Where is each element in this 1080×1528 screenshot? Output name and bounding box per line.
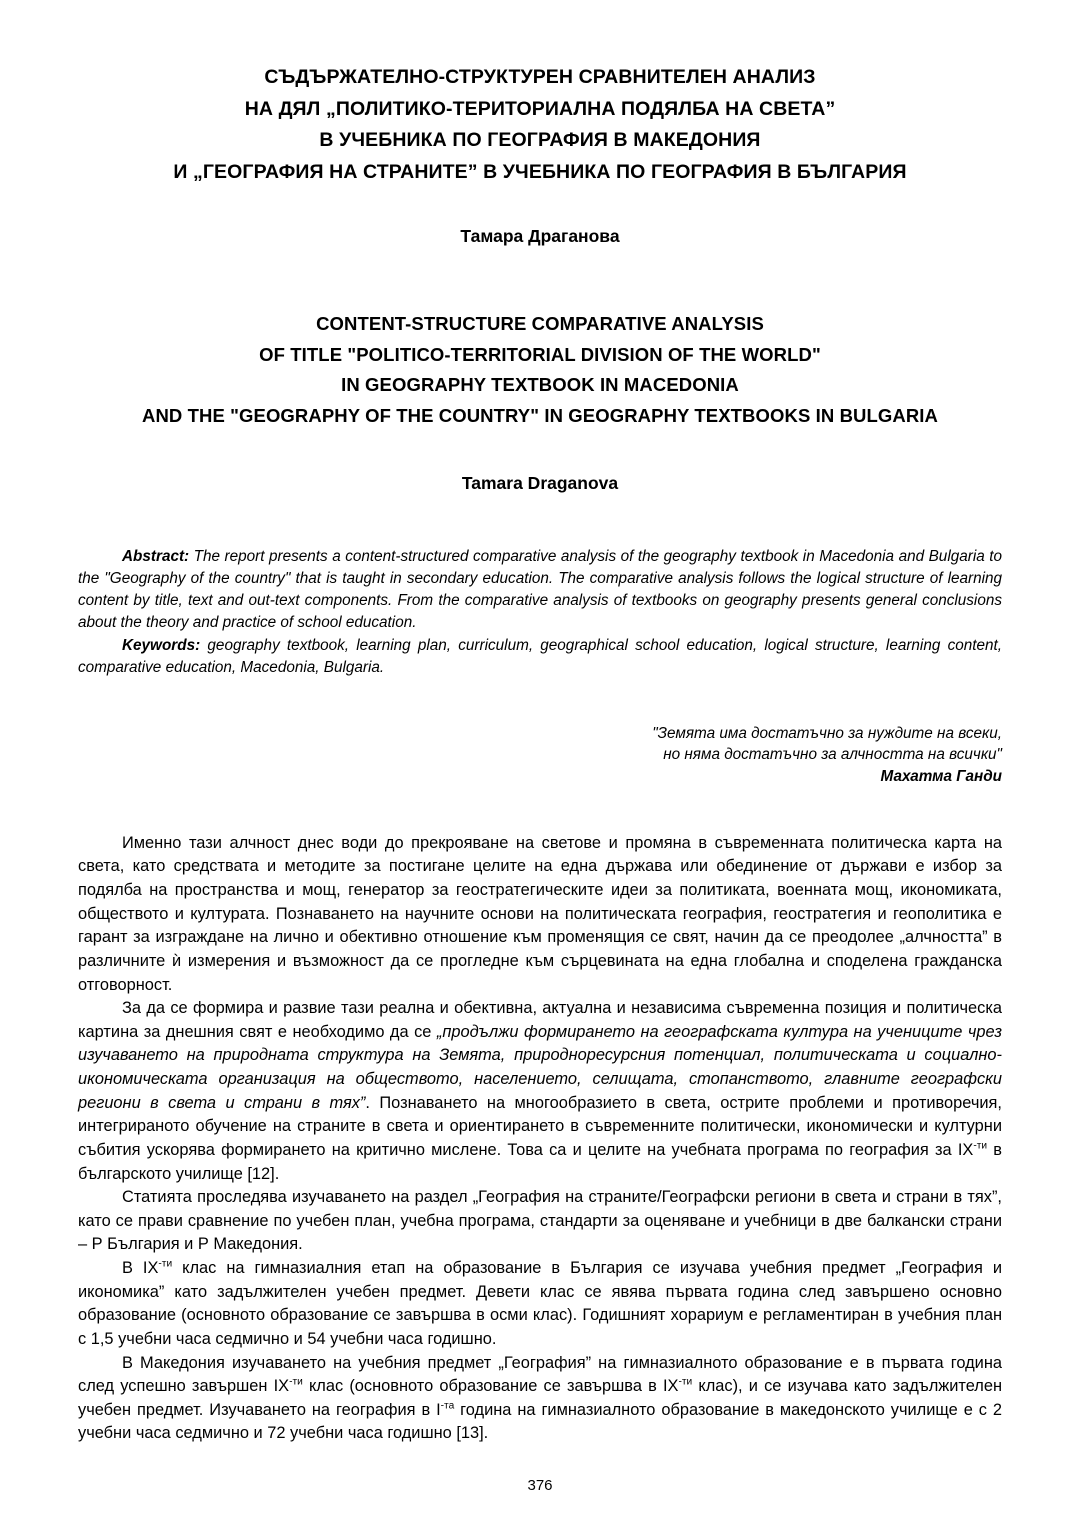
- paragraph-2-part-a: За да се формира и развие тази реална и обективна, актуална и независима съвременна позиция и политическа картина за днешния свят е необходимо да се: [78, 999, 1002, 1041]
- title-bulgarian-line-1: СЪДЪРЖАТЕЛНО-СТРУКТУРЕН СРАВНИТЕЛЕН АНАЛИЗ: [264, 66, 816, 88]
- paragraph-2-part-c: в българското училище [12].: [78, 1140, 1002, 1183]
- paragraph-5-part-d: година на гимназиалното образование в македонското училище е с 2 учебни часа седмично и 72 учебни часа годишно [13].: [78, 1400, 1002, 1443]
- keywords-paragraph: [78, 635, 1002, 678]
- title-english-line-4: AND THE "GEOGRAPHY OF THE COUNTRY" IN GEOGRAPHY TEXTBOOKS IN BULGARIA: [141, 404, 938, 426]
- title-english: [78, 309, 1002, 431]
- keywords-text: geography textbook, learning plan, curriculum, geographical school education, logical structure, learning content, comparative education, Macedonia, Bulgaria.: [78, 637, 1002, 676]
- paragraph-1: Именно тази алчност днес води до прекрояване на светове и промяна в съвременната политическа карта на света, като средствата и методите за постигане целите на една държава или обединение от държави е избор за подялба на пространства и мощ, генератор за геостратегическите идеи за политиката, военната мощ, икономиката, обществото и културата. Познаването на научните основи на политическата география, геостратегия и геополитика е гарант за изграждане на лично и обективно отношение към променящия се свят, начин да се преодолее „алчността” в различните ѝ измерения и възможност да се прогледне към сърцевината на една глобална и споделена гражданска отговорност.: [78, 833, 1002, 994]
- paragraph-2-part-b: . Познаването на многообразието в света, острите проблеми и противоречия, интегрираното обучение на страните в света и ориентирането в съвременните политически, икономически и културни събития ускорява формирането на критично мислене. Това са и целите на учебната програма по география за IX: [78, 1093, 1002, 1159]
- title-english-line-1: CONTENT-STRUCTURE COMPARATIVE ANALYSIS: [316, 313, 764, 335]
- paragraph-3: Статията проследява изучаването на раздел „География на страните/Географски региони в света и страни в тях”, като се прави сравнение по учебен план, учебна програма, стандарти за оценяване и учебници в две балкански страни – Р България и Р Македония.: [78, 1188, 1002, 1254]
- page-number: 376: [527, 1477, 553, 1494]
- author-bulgarian: Тамара Драганова: [460, 226, 620, 247]
- keywords-label: Keywords:: [122, 637, 201, 655]
- paragraph-4-part-a: В IX: [122, 1259, 159, 1278]
- abstract-paragraph: [78, 546, 1002, 633]
- title-english-line-3: IN GEOGRAPHY TEXTBOOK IN MACEDONIA: [341, 374, 739, 396]
- paragraph-2: [78, 997, 1002, 1186]
- paragraph-5-superscript-1: -ти: [289, 1376, 303, 1388]
- paragraph-4-part-b: клас на гимназиалния етап на образование в България се изучава учебния предмет „География и икономика” като задължителен учебен предмет. Девети клас се явява първата година след завършено основно образование (основното образование се завършва в осми клас). Годишният хорариум е регламентиран в учебния план с 1,5 учебни часа седмично и 54 учебни часа годишно.: [78, 1259, 1002, 1348]
- paragraph-2-superscript: -ти: [973, 1140, 988, 1152]
- body-text: [78, 832, 1002, 1446]
- epigraph: [78, 723, 1002, 788]
- title-bulgarian-line-3: В УЧЕБНИКА ПО ГЕОГРАФИЯ В МАКЕДОНИЯ: [319, 129, 761, 152]
- paragraph-5-part-a: В Македония изучаването на учебния предмет „География” на гимназиалното образование е в първата година след успешно завършен IX: [78, 1353, 1002, 1396]
- epigraph-line-1: "Земята има достатъчно за нуждите на всеки,: [652, 724, 1002, 742]
- paragraph-5-part-c: клас), и се изучава като задължителен учебен предмет. Изучаването на география в I: [78, 1377, 1003, 1419]
- title-bulgarian-line-4: И „ГЕОГРАФИЯ НА СТРАНИТЕ” В УЧЕБНИКА ПО ГЕОГРАФИЯ В БЪЛГАРИЯ: [173, 160, 907, 183]
- paragraph-5-part-b: клас (основното образование се завършва в IX: [302, 1377, 679, 1396]
- paragraph-4-superscript: -ти: [158, 1258, 173, 1270]
- abstract-label: Abstract:: [122, 548, 190, 566]
- paragraph-5: [78, 1352, 1002, 1447]
- paragraph-2-quote: „продължи формирането на географската култура на учениците чрез изучаването на природната структура на Земята, природноресурсния потенциал, политическата и социално-икономическата организация на обществото, населението, селищата, стопанството, главните географски региони в света и страни в тях”: [78, 1022, 1002, 1112]
- abstract-section: [78, 546, 1002, 678]
- abstract-text: The report presents a content-structured comparative analysis of the geography textbook in Macedonia and Bulgaria to the "Geography of the country" that is taught in secondary education. The comparative analysis follows the logical structure of learning content by title, text and out-text components. From the comparative analysis of textbooks on geography presents general conclusions about the theory and practice of school education.: [78, 548, 1002, 631]
- author-english: Tamara Draganova: [461, 473, 619, 494]
- paragraph-5-superscript-3: -та: [440, 1400, 455, 1412]
- title-bulgarian-line-2: НА ДЯЛ „ПОЛИТИКО-ТЕРИТОРИАЛНА ПОДЯЛБА НА СВЕТА”: [244, 97, 836, 120]
- paragraph-5-superscript-2: -ти: [678, 1376, 693, 1388]
- title-bulgarian: [78, 62, 1002, 188]
- paragraph-4: [78, 1257, 1002, 1352]
- epigraph-line-2: но няма достатъчно за алчността на всички": [663, 746, 1002, 764]
- epigraph-author: Махатма Ганди: [880, 768, 1002, 786]
- title-english-line-2: OF TITLE "POLITICO-TERRITORIAL DIVISION OF THE WORLD": [259, 343, 821, 365]
